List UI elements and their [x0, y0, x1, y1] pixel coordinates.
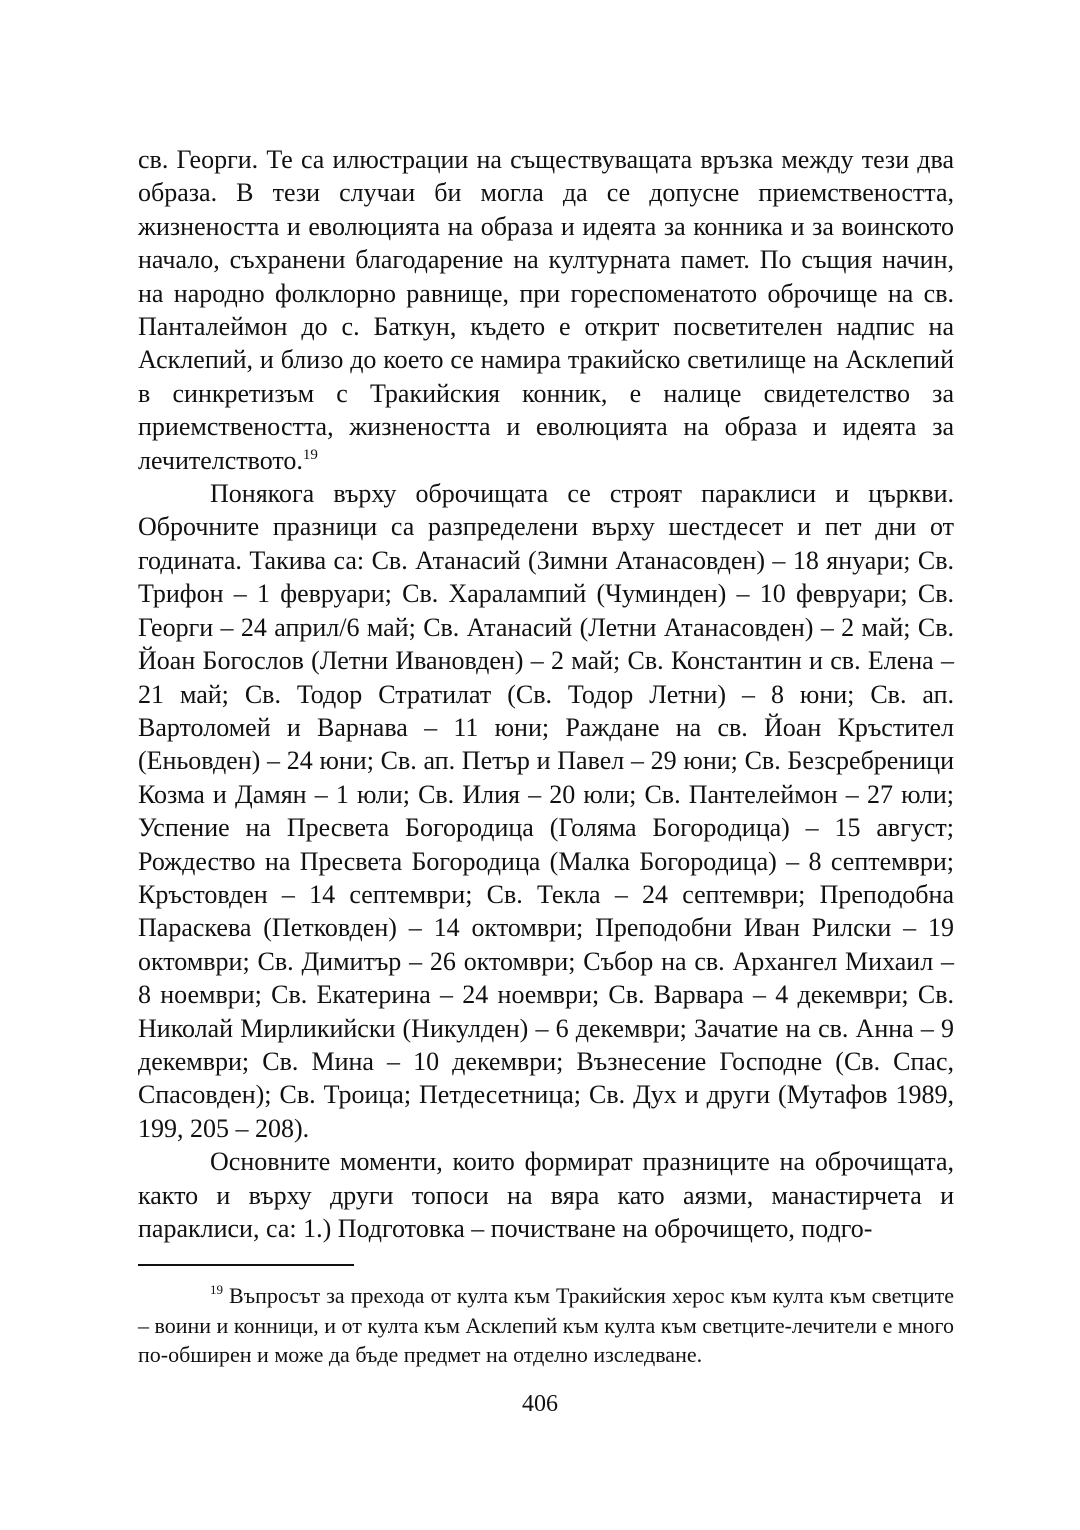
footnotes: [138, 1281, 954, 1370]
page-content: [138, 143, 954, 1245]
footnote-number: 19: [210, 1282, 223, 1297]
paragraph-1: [138, 143, 954, 477]
paragraph-3: [138, 1145, 954, 1245]
footnote-separator: [138, 1264, 354, 1266]
page-number: 406: [522, 1391, 558, 1417]
paragraph-2-text: Понякога върху оброчищата се строят параклиси и църкви. Оброчните празници са разпределени върху шестдесет и пет дни от годината. Такива са: Св. Атанасий (Зимни Атанасовден) – 18 януари; Св. Трифон – 1 февруари; Св. Харалампий (Чуминден) – 10 февруари; Св. Георги – 24 април/6 май; Св. Атанасий (Летни Атанасовден) – 2 май; Св. Йоан Богослов (Летни Ивановден) – 2 май; Св. Константин и св. Елена – 21 май; Св. Тодор Стратилат (Св. Тодор Летни) – 8 юни; Св. ап. Вартоломей и Варнава – 11 юни; Раждане на св. Йоан Кръстител (Еньовден) – 24 юни; Св. ап. Петър и Павел – 29 юни; Св. Безсребреници Козма и Дамян – 1 юли; Св. Илия – 20 юли; Св. Пантелеймон – 27 юли; Успение на Пресвета Богородица (Голяма Богородица) – 15 август; Рождество на Пресвета Богородица (Малка Богородица) – 8 септември; Кръстовден – 14 септември; Св. Текла – 24 септември; Преподобна Параскева (Петковден) – 14 октомври; Преподобни Иван Рилски – 19 октомври; Св. Димитър – 26 октомври; Събор на св. Архангел Михаил – 8 ноември; Св. Екатерина – 24 ноември; Св. Варвара – 4 декември; Св. Николай Мирликийски (Никулден) – 6 декември; Зачатие на св. Анна – 9 декември; Св. Мина – 10 декември; Възнесение Господне (Св. Спас, Спасовден); Св. Троица; Петдесетница; Св. Дух и други (Мутафов 1989, 199, 205 – 208).: [138, 479, 954, 1143]
paragraph-3-text: Основните моменти, които формират празниците на оброчищата, както и върху други топоси на вяра като аязми, манастирчета и параклиси, са: 1.) Подготовка – почистване на оброчището, подго-: [138, 1147, 954, 1243]
footnote-text: Въпросът за прехода от култа към Тракийския херос към култа към светците – воини и конници, и от култа към Асклепий към култа към светците-лечители е много по-обширен и може да бъде предмет на отделно изследване.: [138, 1283, 955, 1367]
footnote-19: [138, 1281, 954, 1370]
paragraph-2: [138, 477, 954, 1145]
body-text: [138, 143, 954, 1245]
footnote-reference-19[interactable]: 19: [302, 446, 318, 463]
paragraph-1-text: св. Георги. Те са илюстрации на съществуващата връзка между тези два образа. В тези случаи би могла да се допусне приемствеността, жизнеността и еволюцията на образа и идеята за конника и за воинското начало, съхранени благодарение на културната памет. По същия начин, на народно фолклорно равнище, при гореспоменатото оброчище на св. Панталеймон до с. Баткун, където е открит посветителен надпис на Асклепий, и близо до което се намира тракийско светилище на Асклепий в синкретизъм с Тракийския конник, е налице свидетелство за приемствеността, жизнеността и еволюцията на образа и идеята за лечителството.: [138, 145, 954, 475]
